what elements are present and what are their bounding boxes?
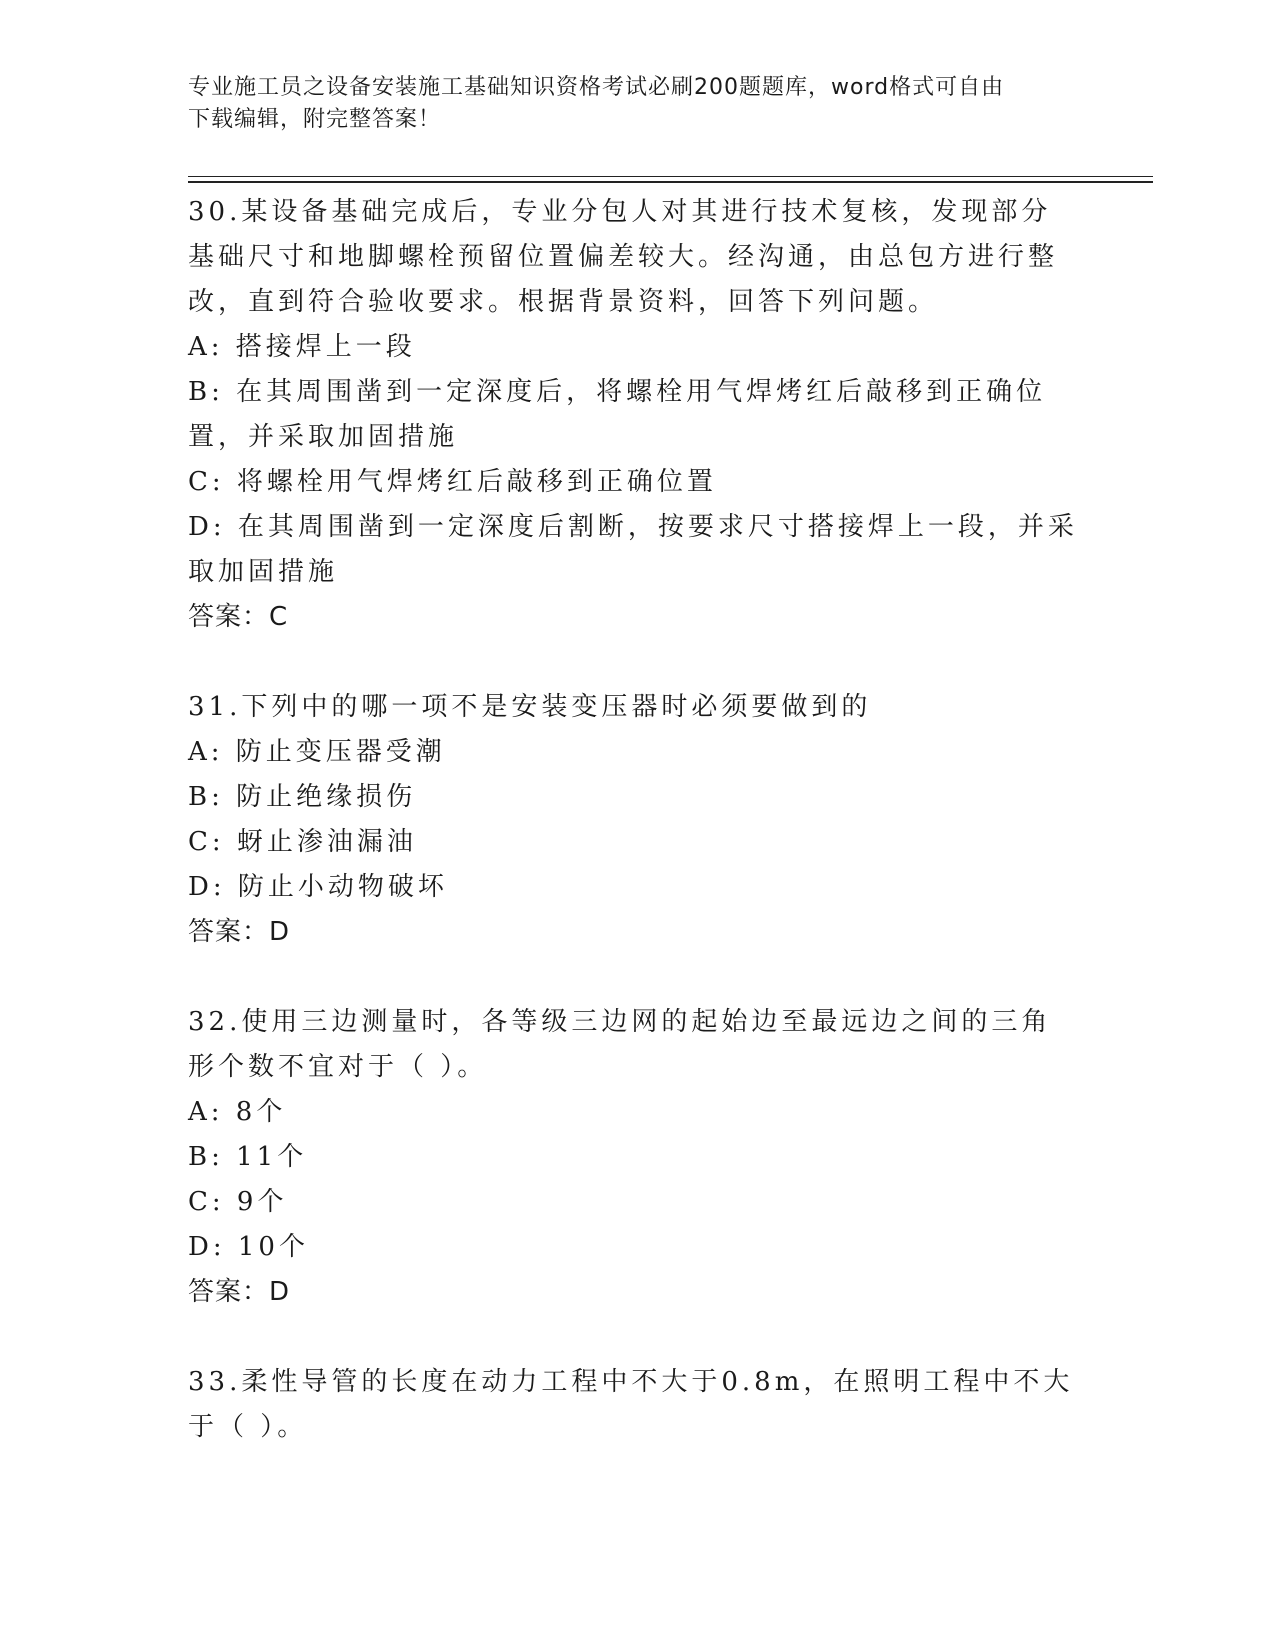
question-32 [188,1000,1078,1315]
question-stem: 31.下列中的哪一项不是安装变压器时必须要做到的 [188,692,872,722]
header-line-2: 下载编辑，附完整答案！ [188,107,442,132]
question-stem: 33.柔性导管的长度在动力工程中不大于0.8m，在照明工程中不大于（ ）。 [188,1367,1074,1442]
question-33 [188,1360,1078,1450]
option-c: C: 9个 [188,1187,288,1217]
question-list [188,190,1078,1495]
answer-line: 答案：D [188,917,291,947]
option-c: C: 将螺栓用气焊烤红后敲移到正确位置 [188,467,717,497]
option-b: B: 11个 [188,1142,308,1172]
option-b: B: 在其周围凿到一定深度后，将螺栓用气焊烤红后敲移到正确位置，并采取加固措施 [188,377,1047,452]
question-30 [188,190,1078,640]
option-d: D: 防止小动物破坏 [188,872,448,902]
option-b: B: 防止绝缘损伤 [188,782,417,812]
answer-line: 答案：C [188,602,289,632]
answer-line: 答案：D [188,1277,291,1307]
option-d: D: 在其周围凿到一定深度后割断，按要求尺寸搭接焊上一段，并采取加固措施 [188,512,1078,587]
header-divider-thin [188,176,1153,177]
option-a: A: 8个 [188,1097,287,1127]
header-line-1: 专业施工员之设备安装施工基础知识资格考试必刷200题题库，word格式可自由 [188,75,1005,100]
question-stem: 32.使用三边测量时，各等级三边网的起始边至最远边之间的三角形个数不宜对于（ ）。 [188,1007,1052,1082]
option-a: A: 搭接焊上一段 [188,332,416,362]
option-a: A: 防止变压器受潮 [188,737,446,767]
question-31 [188,685,1078,955]
document-header [188,72,1088,136]
question-stem: 30.某设备基础完成后，专业分包人对其进行技术复核，发现部分基础尺寸和地脚螺栓预留位置偏差较大。经沟通，由总包方进行整改，直到符合验收要求。根据背景资料，回答下列问题。 [188,197,1059,317]
header-divider-thick [188,181,1153,183]
option-c: C: 蚜止渗油漏油 [188,827,417,857]
option-d: D: 10个 [188,1232,309,1262]
